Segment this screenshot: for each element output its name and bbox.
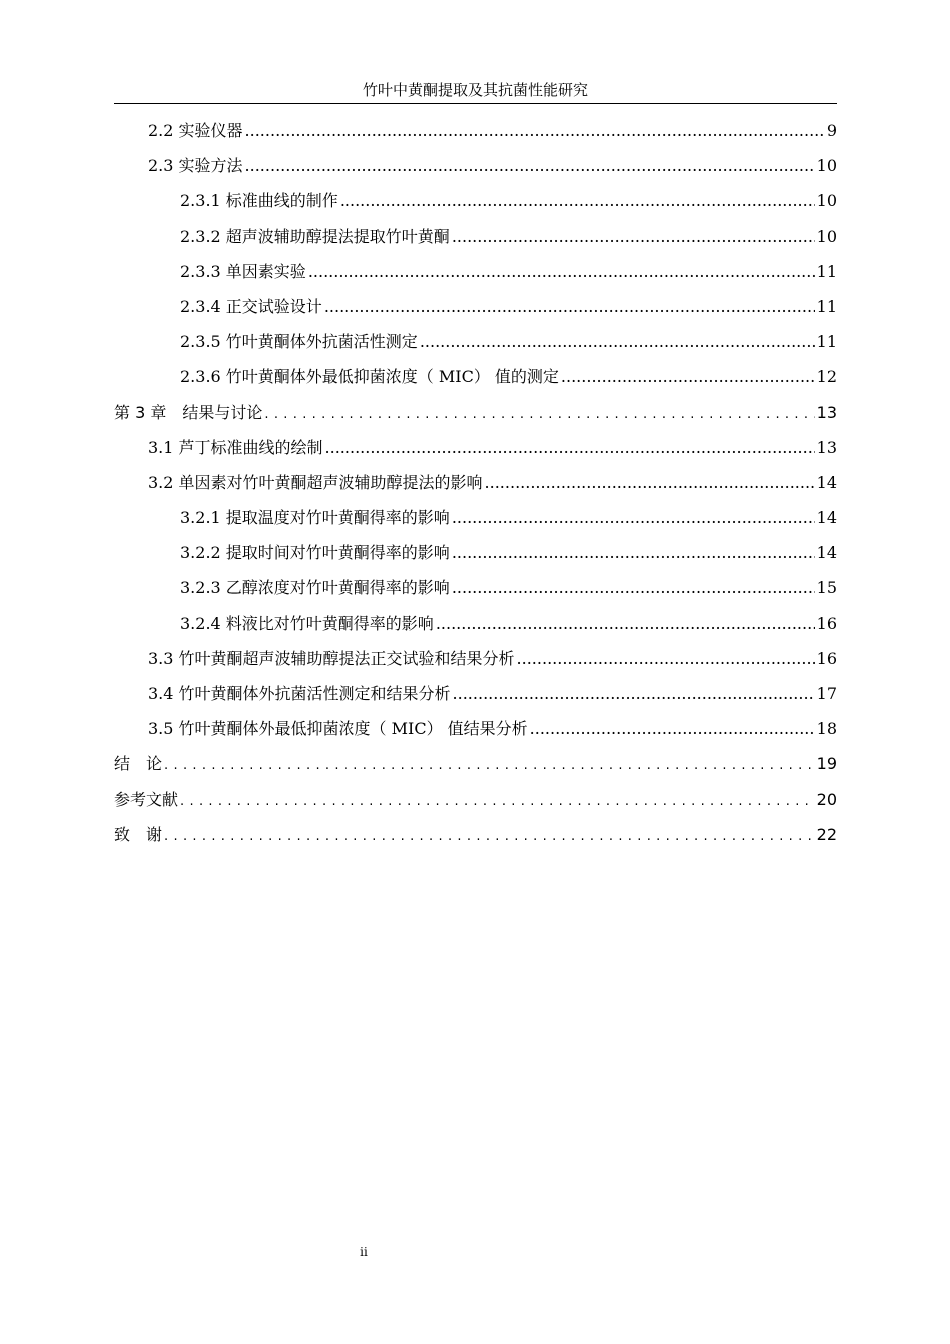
toc-entry[interactable] (114, 254, 837, 289)
page-number: ii (360, 1245, 368, 1259)
toc-entry-title: 3.3 竹叶黄酮超声波辅助醇提法正交试验和结果分析 (148, 648, 515, 668)
toc-entry-title: 2.3.4 正交试验设计 (180, 296, 322, 316)
toc-entry-page: 13 (816, 437, 837, 457)
toc-entry-title: 2.3.6 竹叶黄酮体外最低抑菌浓度（ MIC） 值的测定 (180, 367, 559, 387)
toc-entry-title: 2.3.1 标准曲线的制作 (180, 191, 338, 211)
toc-entry-title: 2.2 实验仪器 (148, 121, 243, 140)
dot-leader (517, 641, 815, 676)
toc-entry-page: 11 (816, 296, 837, 316)
header-rule (114, 103, 837, 104)
dot-leader (485, 465, 815, 500)
dot-leader (325, 430, 815, 465)
toc-entry-page: 16 (816, 648, 837, 668)
toc-entry-page: 14 (816, 472, 837, 492)
toc-entry[interactable] (114, 324, 837, 359)
dot-leader (452, 500, 815, 535)
dot-leader (453, 676, 815, 711)
toc-entry[interactable] (114, 535, 837, 570)
toc-entry[interactable] (114, 570, 837, 605)
toc-entry-title: 3.2 单因素对竹叶黄酮超声波辅助醇提法的影响 (148, 472, 483, 492)
dot-leader (561, 359, 815, 394)
toc-entry[interactable] (114, 430, 837, 465)
dot-leader (436, 606, 815, 641)
toc-entry[interactable] (114, 711, 837, 746)
running-header: 竹叶中黄酮提取及其抗菌性能研究 (362, 81, 588, 99)
toc-entry-page: 14 (816, 543, 837, 563)
dot-leader (420, 324, 815, 359)
dot-leader (264, 395, 814, 432)
dot-leader (180, 782, 815, 819)
toc-entry-page: 14 (816, 508, 837, 528)
toc-entry-page: 17 (816, 684, 837, 703)
toc-entry[interactable] (114, 183, 837, 218)
toc-entry-title: 3.2.3 乙醇浓度对竹叶黄酮得率的影响 (180, 578, 450, 598)
toc-entry-page: 10 (816, 226, 837, 246)
toc-entry-title: 2.3.3 单因素实验 (180, 261, 306, 281)
toc-entry-title: 3.5 竹叶黄酮体外最低抑菌浓度（ MIC） 值结果分析 (148, 719, 528, 739)
toc-entry-title: 结 论 (114, 754, 163, 774)
toc-entry-title: 3.1 芦丁标准曲线的绘制 (148, 437, 323, 457)
toc-entry[interactable] (114, 219, 837, 254)
toc-entry-page: 11 (816, 261, 837, 281)
dot-leader (452, 219, 815, 254)
toc-entry[interactable] (114, 465, 837, 500)
toc-entry-title: 参考文献 (114, 789, 179, 809)
toc-entry-title: 3.2.2 提取时间对竹叶黄酮得率的影响 (180, 543, 450, 563)
toc-chapter-entry[interactable] (114, 817, 837, 852)
toc-entry[interactable] (114, 606, 837, 641)
toc-entry[interactable] (114, 641, 837, 676)
toc-entry-title: 2.3.5 竹叶黄酮体外抗菌活性测定 (180, 332, 418, 352)
toc-chapter-entry[interactable] (114, 782, 837, 817)
toc-entry-page: 22 (816, 824, 837, 844)
toc-entry-page: 19 (816, 754, 837, 774)
dot-leader (340, 183, 815, 218)
toc-entry-page: 13 (816, 402, 837, 422)
toc-entry-page: 15 (816, 578, 837, 598)
toc-entry-page: 16 (816, 613, 837, 633)
dot-leader (452, 570, 815, 605)
toc-entry-page: 12 (816, 367, 837, 387)
toc-entry-page: 11 (816, 332, 837, 352)
dot-leader (452, 535, 815, 570)
toc-entry-page: 20 (816, 789, 837, 809)
dot-leader (324, 289, 815, 324)
dot-leader (164, 817, 815, 854)
toc-entry-page: 9 (826, 121, 837, 140)
toc-entry-page: 18 (816, 719, 837, 739)
table-of-contents (114, 113, 837, 852)
toc-entry-title: 3.2.1 提取温度对竹叶黄酮得率的影响 (180, 508, 450, 528)
toc-entry-title: 2.3.2 超声波辅助醇提法提取竹叶黄酮 (180, 226, 450, 246)
toc-entry[interactable] (114, 359, 837, 394)
toc-entry[interactable] (114, 113, 837, 148)
toc-entry[interactable] (114, 289, 837, 324)
dot-leader (530, 711, 815, 746)
dot-leader (245, 148, 815, 183)
toc-entry-page: 10 (816, 191, 837, 211)
dot-leader (245, 113, 825, 148)
toc-entry[interactable] (114, 500, 837, 535)
toc-entry-title: 2.3 实验方法 (148, 156, 243, 176)
toc-entry[interactable] (114, 676, 837, 711)
toc-entry-title: 3.2.4 料液比对竹叶黄酮得率的影响 (180, 613, 434, 633)
toc-entry-title: 3.4 竹叶黄酮体外抗菌活性测定和结果分析 (148, 684, 451, 703)
toc-entry-title: 第 3 章 结果与讨论 (114, 402, 263, 422)
toc-chapter-entry[interactable] (114, 746, 837, 781)
toc-entry-page: 10 (816, 156, 837, 176)
toc-entry[interactable] (114, 148, 837, 183)
toc-entry-title: 致 谢 (114, 824, 163, 844)
dot-leader (164, 746, 815, 783)
toc-chapter-entry[interactable] (114, 395, 837, 430)
dot-leader (308, 254, 815, 289)
